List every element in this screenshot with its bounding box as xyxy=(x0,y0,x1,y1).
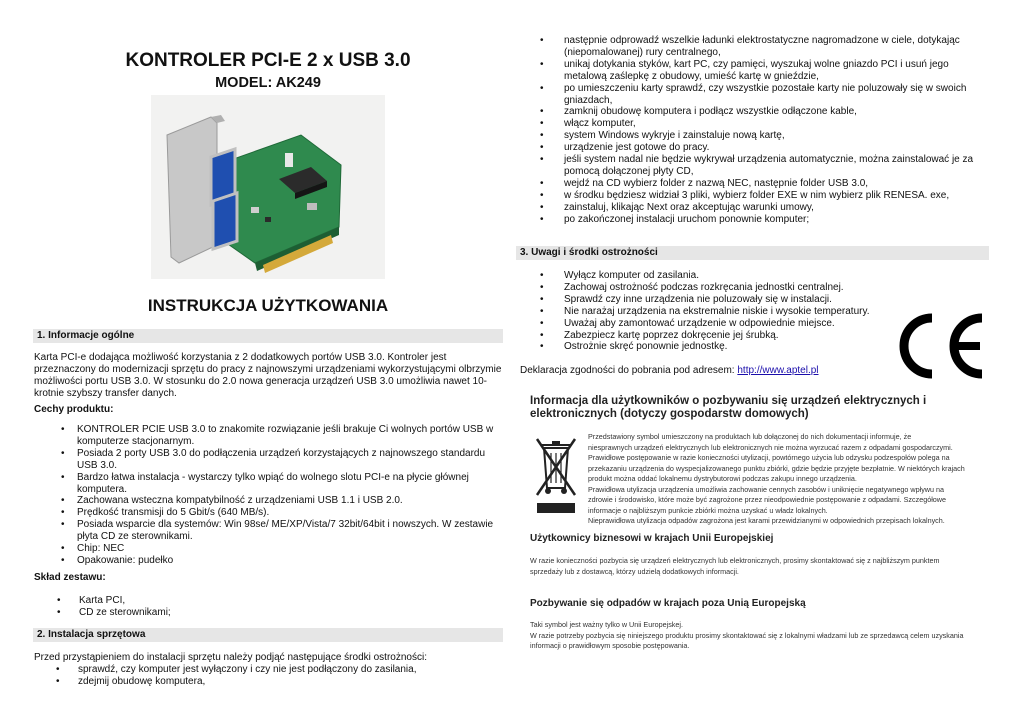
list-item: • Posiada wsparcie dla systemów: Win 98se/ ME/XP/Vista/7 32bit/64bit i nowszych. W zestawie płyta CD ze sterownikami. xyxy=(61,519,494,543)
list-item: • Zabezpiecz kartę poprzez dokręcenie jej śrubką. xyxy=(540,329,779,341)
weee-paragraph xyxy=(588,432,988,527)
list-item: • zdejmij obudowę komputera, xyxy=(56,675,206,687)
precautions-list xyxy=(540,270,894,353)
kit-list xyxy=(57,595,379,619)
weee-line: W razie potrzeby pozbycia się niniejszego produktu prosimy skontaktować się z lokalnymi władzami lub ze sprzedawcą celem uzyskania xyxy=(530,630,964,640)
list-item: • CD ze sterownikami; xyxy=(57,606,171,618)
bin-icon xyxy=(533,433,579,517)
list-item: • Prędkość transmisji do 5 Gbit/s (640 MB/s). xyxy=(61,507,270,519)
list-item: • Posiada 2 porty USB 3.0 do podłączenia urządzeń korzystających z najnowszego standardu USB 3.0. xyxy=(61,447,486,471)
list-item: • Bardzo łatwa instalacja - wystarczy tylko wpiąć do wolnego slotu PCI-e na płycie głównej komputera. xyxy=(61,471,469,495)
pci-card-illustration xyxy=(151,95,385,279)
list-item: • następnie odprowadź wszelkie ładunki elektrostatyczne nagromadzone w ciele, dotykając (niepomalowanej) rury centralnego, xyxy=(540,35,960,58)
weee-line: W razie konieczności pozbycia się urządzeń elektrycznych lub elektronicznych, prosimy skontaktować się z najbliższym punktem xyxy=(530,556,940,565)
weee-line: sprzedaży lub z dostawcą, którzy udzielą dodatkowych informacji. xyxy=(530,566,739,576)
list-item: • Ostrożnie skręć ponownie jednostkę. xyxy=(540,341,728,353)
features-list xyxy=(61,424,502,567)
list-item: • włącz komputer, xyxy=(540,118,636,130)
list-item: • po umieszczeniu karty sprawdź, czy wszystkie pozostałe karty nie poluzowały się w swoich gniazdach, xyxy=(540,82,967,106)
list-item: • Zachowana wsteczna kompatybilność z urządzeniami USB 1.1 i USB 2.0. xyxy=(61,495,403,507)
ce-logo xyxy=(892,310,988,382)
list-item: • unikaj dotykania styków, kart PC, czy pamięci, wyszukaj wolne gniazdo PCI i usuń jego metalową zaślepkę z obudowy, umieść kartę w gnieździe, xyxy=(540,58,949,82)
section-heading: 1. Informacje ogólne xyxy=(33,329,503,343)
section-heading: 2. Instalacja sprzętowa xyxy=(33,628,503,642)
list-item: • urządzenie jest gotowe do pracy. xyxy=(540,142,710,154)
model-label: MODEL: AK249 xyxy=(215,75,321,91)
instructions-title: INSTRUKCJA UŻYTKOWANIA xyxy=(147,296,389,315)
features-title: Cechy produktu: xyxy=(34,404,114,415)
install-steps-left xyxy=(56,664,498,688)
business-title: Użytkownicy biznesowi w krajach Unii Europejskiej xyxy=(530,533,774,544)
weee-line: Nieprawidłowa utylizacja odpadów zagrożona jest karami przewidzianymi w odpowiednich przepisach lokalnych. xyxy=(588,516,945,525)
list-item: • Wyłącz komputer od zasilania. xyxy=(540,270,699,281)
crossed-bin-icon xyxy=(533,433,579,517)
weee-line: przekazaniu urządzenia do wyspecjalizowanego punktu zbiórki, gdzie będzie przyjęte bezpłatnie. W niektórych krajach xyxy=(588,463,965,473)
list-item: • Nie narażaj urządzenia na ekstremalnie niskie i wysokie temperatury. xyxy=(540,305,870,317)
weee-line: informacji o prawidłowym sposobie postępowania. xyxy=(530,641,690,650)
list-item: • Sprawdź czy inne urządzenia nie poluzowały się w instalacji. xyxy=(540,293,832,305)
list-item: • sprawdź, czy komputer jest wyłączony i czy nie jest podłączony do zasilania, xyxy=(56,664,417,675)
business-paragraph xyxy=(530,556,970,577)
install-intro: Przed przystąpieniem do instalacji sprzętu należy podjąć następujące środki ostrożności: xyxy=(34,652,427,663)
list-item: • KONTROLER PCIE USB 3.0 to znakomite rozwiązanie jeśli brakuje Ci wolnych portów USB w komputerze stacjonarnym. xyxy=(61,424,494,447)
list-item: • system Windows wykryje i zainstaluje nową kartę, xyxy=(540,130,785,142)
weee-line: zdrowie i środowisko, które może być zagrożone przez nieodpowiednie postępowanie z odpadami. Szczegółowe xyxy=(588,495,946,504)
list-item: • Uważaj aby zamontować urządzenie w odpowiednie miejsce. xyxy=(540,317,835,329)
weee-line: Przedstawiony symbol umieszczony na produktach lub dołączonej do nich dokumentacji informuje, że xyxy=(588,432,912,441)
weee-line: niesprawnych urządzeń elektrycznych lub elektronicznych nie można wyrzucać razem z odpadami gospodarczymi. xyxy=(588,442,953,452)
weee-line: Prawidłowa utylizacja urządzenia umożliwia zachowanie cennych zasobów i uniknięcie negatywnego wpływu na xyxy=(588,484,944,494)
weee-line: produkt można oddać lokalnemu dystrybutorowi podczas zakupu innego urządzenia. xyxy=(588,474,857,483)
list-item: • zainstaluj, klikając Next oraz akceptując warunki umowy, xyxy=(540,201,814,213)
intro-paragraph: Karta PCI-e dodająca możliwość korzystania z 2 dodatkowych portów USB 3.0. Kontroler jest przeznaczony do modernizacji sprzętu do pracy z najnowszymi urządzeniami wykorzystującymi olbrzymie możliwości portu USB 3.0. W stosunku do 2.0 nowa generacja urządzeń USB 3.0 umożliwia nawet 10-krotnie szybszy transfer danych. xyxy=(34,352,502,399)
list-item: • po zakończonej instalacji uruchom ponownie komputer; xyxy=(540,213,810,225)
outside-eu-title: Pozbywanie się odpadów w krajach poza Unią Europejską xyxy=(530,598,806,609)
list-item: • Zachowaj ostrożność podczas rozkręcania jednostki centralnej. xyxy=(540,281,844,293)
list-item: • zamknij obudowę komputera i podłącz wszystkie odłączone kable, xyxy=(540,106,857,118)
list-item: • w środku będziesz widział 3 pliki, wybierz folder EXE w nim wybierz plik RENESA. exe, xyxy=(540,189,950,201)
weee-title: Informacja dla użytkowników o pozbywaniu się urządzeń elektrycznych i elektronicznych (dotyczy gospodarstw domowych) xyxy=(530,395,927,420)
document-title: KONTROLER PCI-E 2 x USB 3.0 xyxy=(125,50,411,71)
weee-line: Prawidłowe postępowanie w razie konieczności utylizacji, powtórnego użycia lub odzysku podzespołów polega na xyxy=(588,453,950,462)
declaration-link[interactable]: http://www.aptel.pl xyxy=(737,365,819,376)
list-item: • wejdź na CD wybierz folder z nazwą NEC, następnie folder USB 3.0, xyxy=(540,177,869,189)
ce-mark-icon xyxy=(892,310,988,382)
product-photo xyxy=(151,95,385,279)
kit-title: Skład zestawu: xyxy=(34,572,106,583)
list-item: • Chip: NEC xyxy=(61,543,125,555)
install-steps-right xyxy=(540,35,989,226)
declaration-line: Deklaracja zgodności do pobrania pod adresem: http://www.aptel.pl xyxy=(520,365,819,376)
outside-eu-paragraph xyxy=(530,620,980,652)
list-item: • Opakowanie: pudełko xyxy=(61,554,174,566)
weee-line: Taki symbol jest ważny tylko w Unii Europejskej. xyxy=(530,620,683,629)
weee-line: informacje o najbliższym punkcie zbiórki można uzyskać u władz lokalnych. xyxy=(588,505,828,515)
list-item: • Karta PCI, xyxy=(57,595,126,606)
section-heading: 3. Uwagi i środki ostrożności xyxy=(516,246,989,260)
list-item: • jeśli system nadal nie będzie wykrywał urządzenia automatycznie, można zainstalować je za pomocą dołączonej płyty CD, xyxy=(540,154,974,177)
